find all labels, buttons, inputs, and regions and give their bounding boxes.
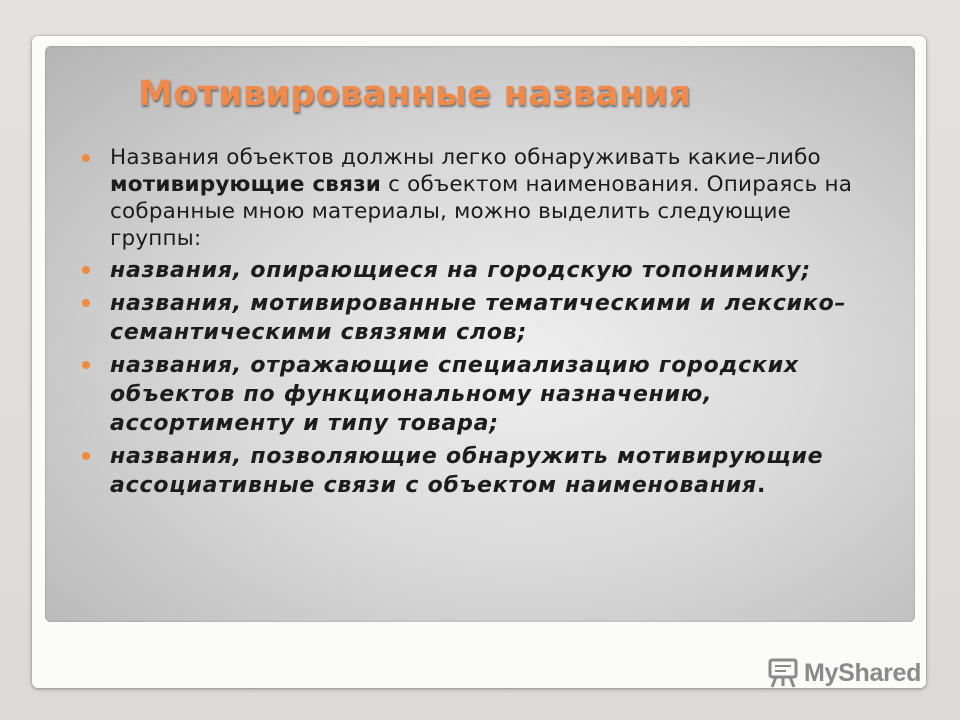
intro-text-end: с объектом наименования. Опираясь на собранные мною материалы, можно выделить следующие группы:	[110, 172, 853, 251]
group-text: названия, позволяющие обнаружить мотивирующие ассоциативные связи с объектом наименования	[110, 444, 824, 498]
group-text: названия, отражающие специализацию городских объектов по функциональному назначению, ассортименту и типу товара;	[110, 353, 799, 436]
watermark	[766, 656, 921, 690]
group-end-punctuation: .	[756, 473, 767, 498]
bullet-icon	[82, 299, 90, 307]
bullet-icon	[82, 452, 90, 460]
bullet-icon	[82, 361, 90, 369]
group-text: названия, мотивированные тематическими и лексико–семантическими связями слов;	[110, 291, 847, 345]
group-text: названия, опирающиеся на городскую топонимику;	[110, 258, 811, 283]
intro-text-bold: мотивирующие связи	[110, 172, 382, 197]
list-item-group-2	[80, 289, 880, 347]
list-item-intro	[80, 144, 880, 252]
bullet-list	[80, 144, 880, 504]
list-item-group-1	[80, 256, 880, 285]
bullet-icon	[82, 266, 90, 274]
watermark-text: MyShared	[804, 658, 922, 687]
bullet-icon	[82, 154, 90, 162]
list-item-group-4	[80, 442, 880, 500]
presentation-board-icon	[766, 657, 800, 689]
slide-title: Мотивированные названия	[138, 74, 692, 114]
list-item-group-3	[80, 351, 880, 438]
intro-text-start: Названия объектов должны легко обнаруживать какие–либо	[110, 145, 821, 170]
